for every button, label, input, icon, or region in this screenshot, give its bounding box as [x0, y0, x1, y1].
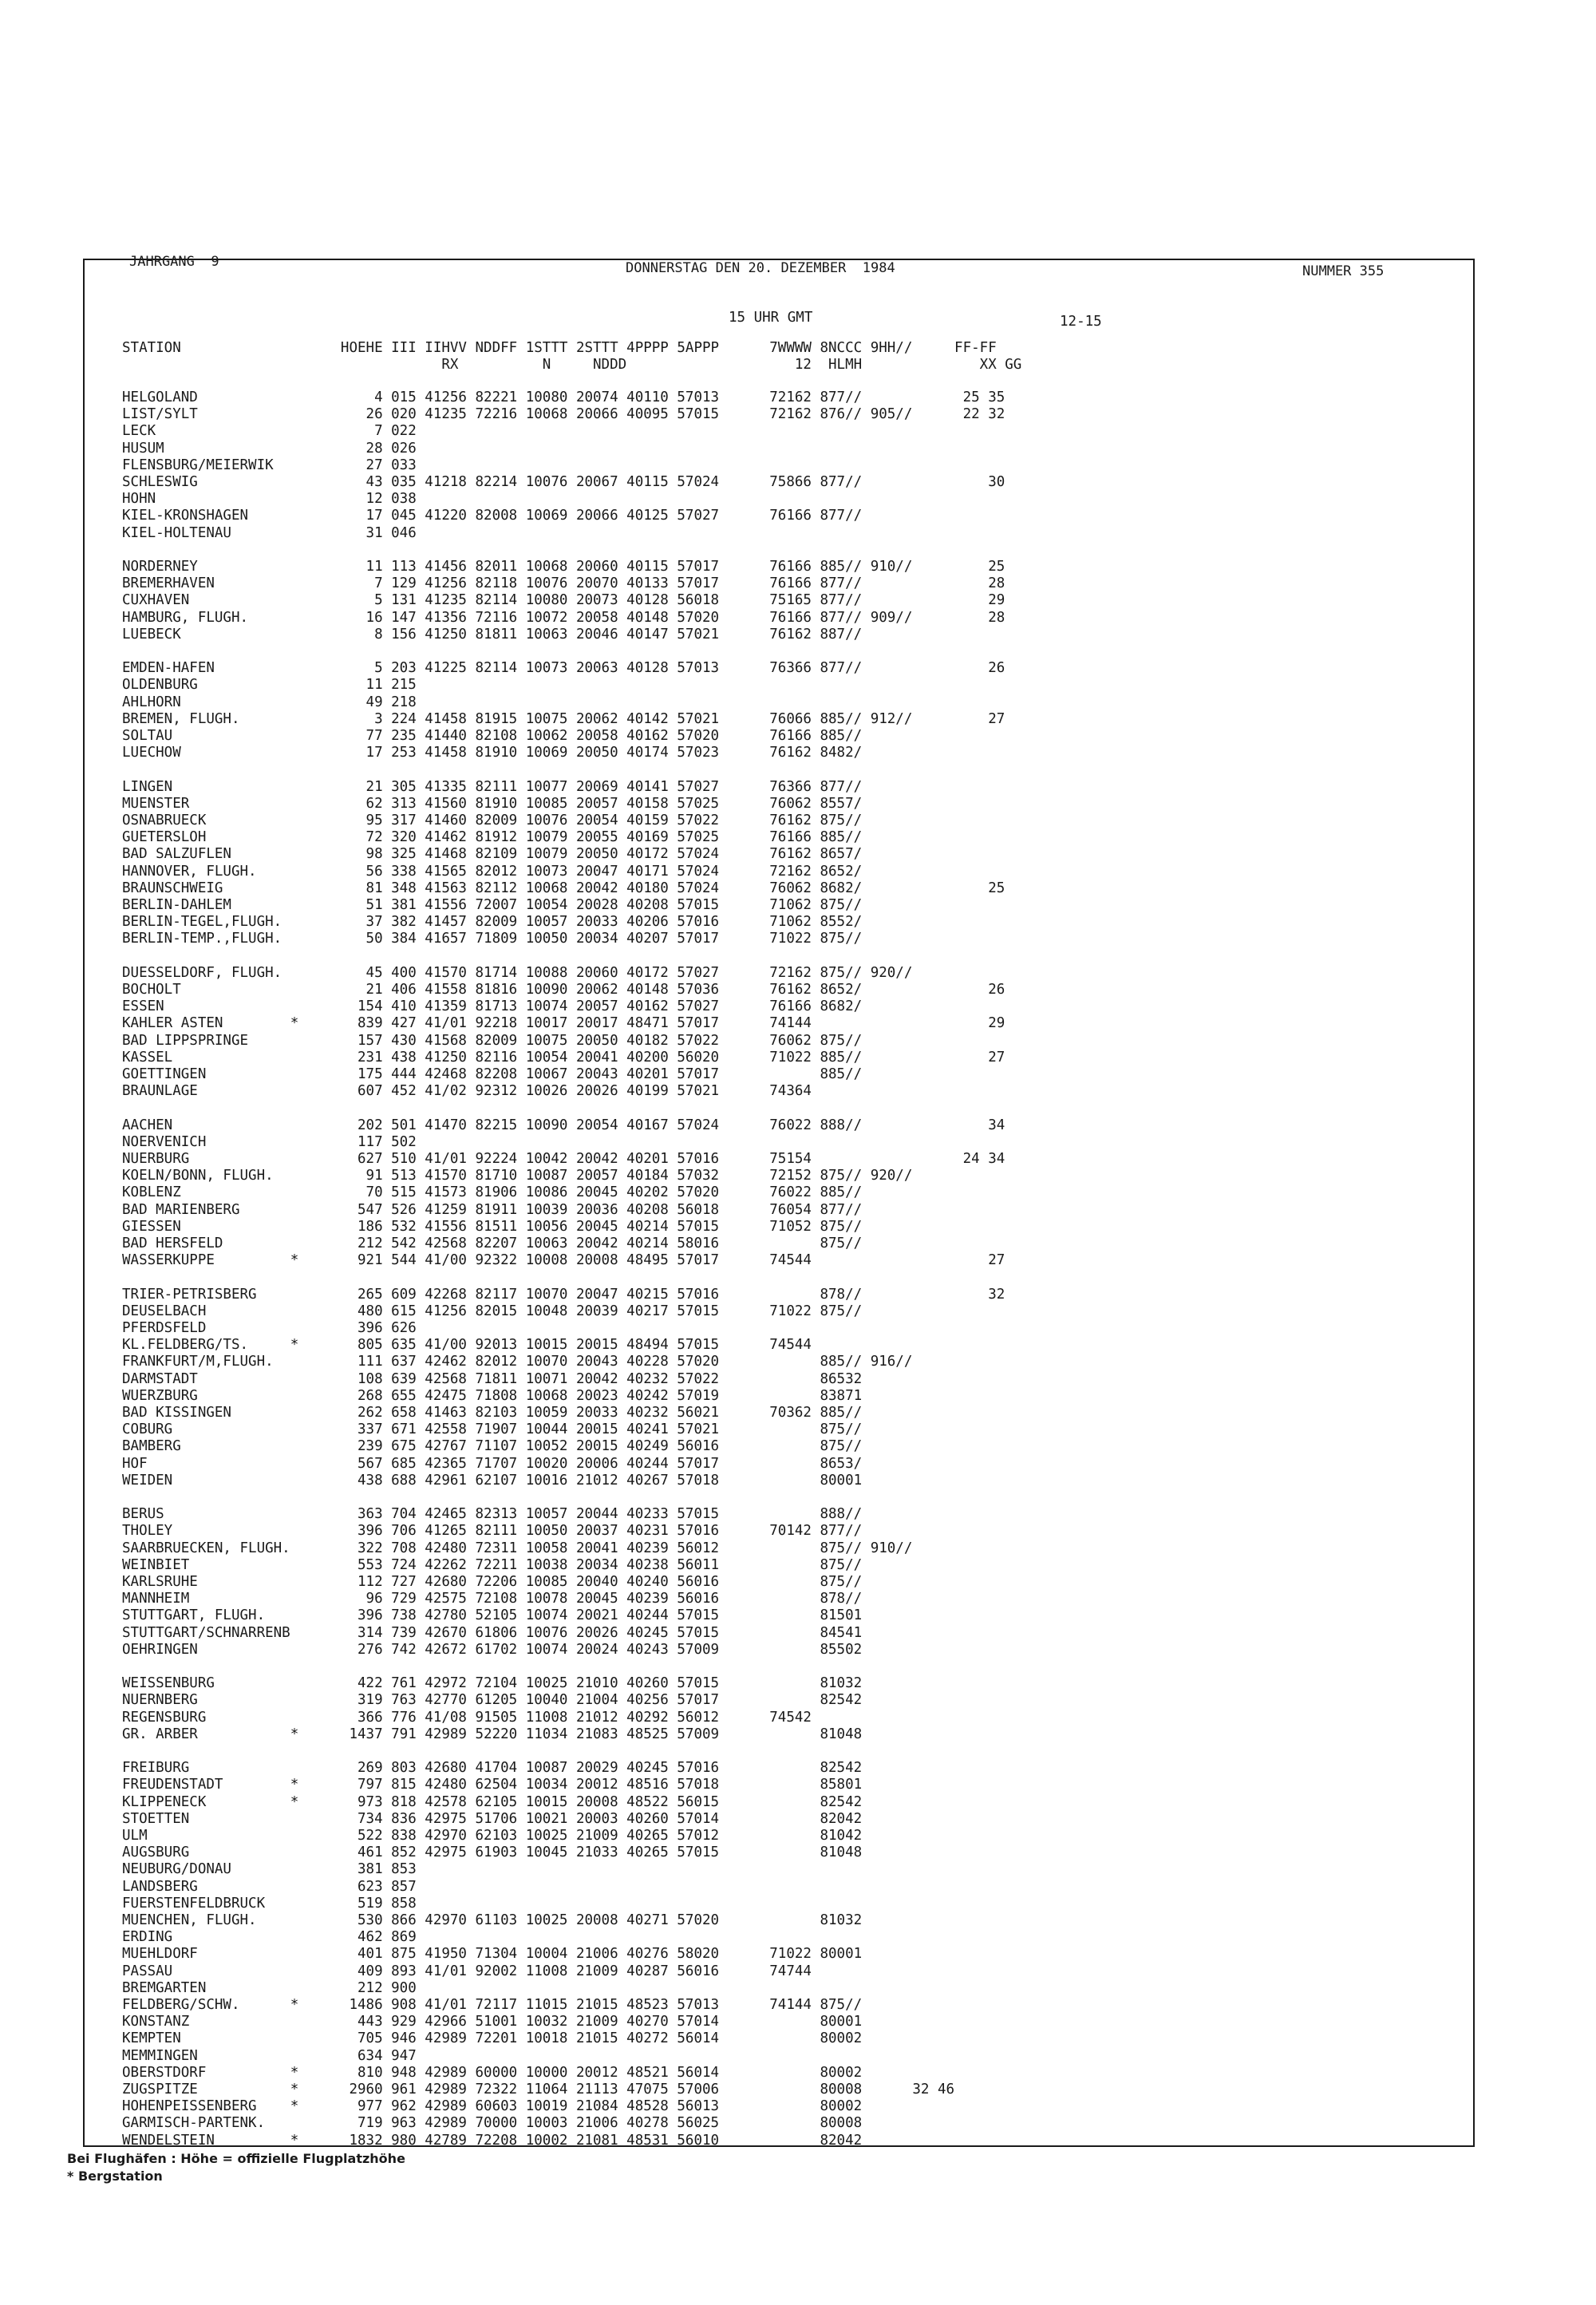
table-row: LUEBECK 8 156 41250 81811 10063 20046 40147 57021 76162 887// [122, 626, 863, 642]
table-row: GARMISCH-PARTENK. 719 963 42989 70000 10003 21006 40278 56025 80008 [122, 2115, 863, 2132]
table-row: MEMMINGEN 634 947 [122, 2047, 417, 2064]
date-label: DONNERSTAG DEN 20. DEZEMBER 1984 [626, 260, 895, 276]
table-row: FREIBURG 269 803 42680 41704 10087 20029 40245 57016 82542 [122, 1760, 863, 1777]
table-row: KARLSRUHE 112 727 42680 72206 10085 20040 40240 56016 875// [122, 1574, 863, 1590]
volume-label: JAHRGANG 9 [129, 254, 219, 270]
column-header-line-2: RX N NDDD 12 HLMH XX GG [122, 357, 1022, 373]
table-row: HAMBURG, FLUGH. 16 147 41356 72116 10072 20058 40148 57020 76166 877// 909// 28 [122, 609, 1005, 626]
table-row: BOCHOLT 21 406 41558 81816 10090 20062 40148 57036 76162 8652/ 26 [122, 982, 1005, 998]
table-row: LINGEN 21 305 41335 82111 10077 20069 40141 57027 76366 877// [122, 778, 863, 795]
table-row: NORDERNEY 11 113 41456 82011 10068 20060 40115 57017 76166 885// 910// 25 [122, 559, 1005, 575]
table-row: KONSTANZ 443 929 42966 51001 10032 21009 40270 57014 80001 [122, 2014, 863, 2030]
table-row: DARMSTADT 108 639 42568 71811 10071 20042 40232 57022 86532 [122, 1370, 863, 1387]
table-row: FUERSTENFELDBRUCK 519 858 [122, 1895, 417, 1912]
footnote-mountain-station: * Bergstation [67, 2169, 163, 2184]
table-row: WUERZBURG 268 655 42475 71808 10068 20023 40242 57019 83871 [122, 1387, 863, 1404]
table-row: HOF 567 685 42365 71707 10020 20006 40244 57017 8653/ [122, 1455, 863, 1472]
table-row: LANDSBERG 623 857 [122, 1878, 417, 1895]
table-row: BERLIN-TEGEL,FLUGH. 37 382 41457 82009 10057 20033 40206 57016 71062 8552/ [122, 914, 863, 931]
table-row: FRANKFURT/M,FLUGH. 111 637 42462 82012 10070 20043 40228 57020 885// 916// [122, 1354, 913, 1370]
table-row: AUGSBURG 461 852 42975 61903 10045 21033 40265 57015 81048 [122, 1844, 863, 1861]
table-row: OLDENBURG 11 215 [122, 677, 417, 694]
column-header-line-1: STATION HOEHE III IIHVV NDDFF 1STTT 2STTT 4PPPP 5APPP 7WWWW 8NCCC 9HH// FF-FF [122, 340, 997, 356]
table-row: REGENSBURG 366 776 41/08 91505 11008 21012 40292 56012 74542 [122, 1709, 812, 1726]
observation-time: 15 UHR GMT [729, 310, 813, 326]
table-row: EMDEN-HAFEN 5 203 41225 82114 10073 20063 40128 57013 76366 877// 26 [122, 660, 1005, 677]
table-row: NOERVENICH 117 502 [122, 1133, 417, 1150]
table-row: BRAUNLAGE 607 452 41/02 92312 10026 20026 40199 57021 74364 [122, 1083, 812, 1100]
table-row: KIEL-KRONSHAGEN 17 045 41220 82008 10069 20066 40125 57027 76166 877// [122, 508, 863, 524]
table-row: MUENCHEN, FLUGH. 530 866 42970 61103 10025 20008 40271 57020 81032 [122, 1912, 863, 1928]
table-row: BREMEN, FLUGH. 3 224 41458 81915 10075 20062 40142 57021 76066 885// 912// 27 [122, 710, 1005, 727]
table-row: GIESSEN 186 532 41556 81511 10056 20045 40214 57015 71052 875// [122, 1218, 863, 1235]
table-row: THOLEY 396 706 41265 82111 10050 20037 40231 57016 70142 877// [122, 1523, 863, 1540]
table-row: HUSUM 28 026 [122, 440, 417, 457]
table-row: KOELN/BONN, FLUGH. 91 513 41570 81710 10087 20057 40184 57032 72152 875// 920// [122, 1168, 913, 1184]
table-row: ZUGSPITZE * 2960 961 42989 72322 11064 21113 47075 57006 80008 32 46 [122, 2082, 955, 2097]
table-row: ERDING 462 869 [122, 1929, 417, 1946]
table-row: HOHENPEISSENBERG * 977 962 42989 60603 10019 21084 48528 56013 80002 [122, 2098, 863, 2115]
table-row: STUTTGART, FLUGH. 396 738 42780 52105 10074 20021 40244 57015 81501 [122, 1607, 863, 1624]
table-row: KLIPPENECK * 973 818 42578 62105 10015 20008 48522 56015 82542 [122, 1793, 863, 1810]
table-row: MANNHEIM 96 729 42575 72108 10078 20045 40239 56016 878// [122, 1591, 863, 1607]
table-row: LIST/SYLT 26 020 41235 72216 10068 20066 40095 57015 72162 876// 905// 22 32 [122, 406, 1005, 423]
table-row: HANNOVER, FLUGH. 56 338 41565 82012 10073 20047 40171 57024 72162 8652/ [122, 863, 863, 880]
table-row: BAD LIPPSPRINGE 157 430 41568 82009 10075 20050 40182 57022 76062 875// [122, 1032, 863, 1049]
table-row: SAARBRUECKEN, FLUGH. 322 708 42480 72311 10058 20041 40239 56012 875// 910// [122, 1540, 913, 1556]
table-row: STOETTEN 734 836 42975 51706 10021 20003 40260 57014 82042 [122, 1810, 863, 1827]
table-row: KASSEL 231 438 41250 82116 10054 20041 40200 56020 71022 885// 27 [122, 1049, 1005, 1066]
table-row: NUERBURG 627 510 41/01 92224 10042 20042 40201 57016 75154 24 34 [122, 1151, 1005, 1167]
table-row: BRAUNSCHWEIG 81 348 41563 82112 10068 20042 40180 57024 76062 8682/ 25 [122, 880, 1005, 896]
table-row: NUERNBERG 319 763 42770 61205 10040 21004 40256 57017 82542 [122, 1692, 863, 1709]
wind-gust-range: 12-15 [1060, 314, 1102, 330]
table-row: BERUS 363 704 42465 82313 10057 20044 40233 57015 888// [122, 1506, 863, 1523]
table-row: WEISSENBURG 422 761 42972 72104 10025 21010 40260 57015 81032 [122, 1675, 863, 1692]
table-row: BREMGARTEN 212 900 [122, 1979, 417, 1996]
table-row: SOLTAU 77 235 41440 82108 10062 20058 40162 57020 76166 885// [122, 728, 863, 744]
table-row: OEHRINGEN 276 742 42672 61702 10074 20024 40243 57009 85502 [122, 1641, 863, 1658]
table-row: LECK 7 022 [122, 423, 417, 440]
table-row: WENDELSTEIN * 1832 980 42789 72208 10002 21081 48531 56010 82042 [122, 2132, 863, 2149]
table-row: MUENSTER 62 313 41560 81910 10085 20057 40158 57025 76062 8557/ [122, 795, 863, 812]
table-row: DUESSELDORF, FLUGH. 45 400 41570 81714 10088 20060 40172 57027 72162 875// 920// [122, 964, 913, 981]
table-row: TRIER-PETRISBERG 265 609 42268 82117 10070 20047 40215 57016 878// 32 [122, 1286, 1005, 1303]
table-row: ULM 522 838 42970 62103 10025 21009 40265 57012 81042 [122, 1828, 863, 1844]
table-row: HELGOLAND 4 015 41256 82221 10080 20074 40110 57013 72162 877// 25 35 [122, 389, 1005, 405]
table-row: BAD KISSINGEN 262 658 41463 82103 10059 20033 40232 56021 70362 885// [122, 1405, 863, 1421]
table-row: KEMPTEN 705 946 42989 72201 10018 21015 40272 56014 80002 [122, 2030, 863, 2047]
table-row: KIEL-HOLTENAU 31 046 [122, 524, 417, 541]
table-row: KAHLER ASTEN * 839 427 41/01 92218 10017 20017 48471 57017 74144 29 [122, 1015, 1005, 1032]
table-row: KL.FELDBERG/TS. * 805 635 41/00 92013 10015 20015 48494 57015 74544 [122, 1337, 812, 1354]
table-row: CUXHAVEN 5 131 41235 82114 10080 20073 40128 56018 75165 877// 29 [122, 592, 1005, 609]
table-row: SCHLESWIG 43 035 41218 82214 10076 20067 40115 57024 75866 877// 30 [122, 474, 1005, 490]
table-row: BAMBERG 239 675 42767 71107 10052 20015 40249 56016 875// [122, 1438, 863, 1455]
table-row: GUETERSLOH 72 320 41462 81912 10079 20055 40169 57025 76166 885// [122, 829, 863, 846]
table-row: GOETTINGEN 175 444 42468 82208 10067 20043 40201 57017 885// [122, 1066, 863, 1082]
table-row: FLENSBURG/MEIERWIK 27 033 [122, 457, 417, 473]
table-row: BAD HERSFELD 212 542 42568 82207 10063 20042 40214 58016 875// [122, 1236, 863, 1251]
table-row: STUTTGART/SCHNARRENB 314 739 42670 61806 10076 20026 40245 57015 84541 [122, 1624, 863, 1641]
table-row: COBURG 337 671 42558 71907 10044 20015 40241 57021 875// [122, 1421, 863, 1438]
table-row: BAD MARIENBERG 547 526 41259 81911 10039 20036 40208 56018 76054 877// [122, 1201, 863, 1218]
table-row: LUECHOW 17 253 41458 81910 10069 20050 40174 57023 76162 8482/ [122, 745, 863, 761]
issue-number: NUMMER 355 [1302, 263, 1385, 279]
table-row: PFERDSFELD 396 626 [122, 1320, 417, 1336]
table-row: AHLHORN 49 218 [122, 694, 417, 710]
table-row: BERLIN-DAHLEM 51 381 41556 72007 10054 20028 40208 57015 71062 875// [122, 897, 863, 913]
table-row: FELDBERG/SCHW. * 1486 908 41/01 72117 11015 21015 48523 57013 74144 875// [122, 1997, 863, 2013]
footnote-airports: Bei Flughäfen : Höhe = offizielle Flugplatzhöhe [67, 2151, 405, 2166]
table-row: WASSERKUPPE * 921 544 41/00 92322 10008 20008 48495 57017 74544 27 [122, 1252, 1005, 1269]
table-row: ESSEN 154 410 41359 81713 10074 20057 40162 57027 76166 8682/ [122, 998, 863, 1015]
table-row: GR. ARBER * 1437 791 42989 52220 11034 21083 48525 57009 81048 [122, 1726, 863, 1742]
table-row: NEUBURG/DONAU 381 853 [122, 1861, 417, 1878]
table-row: HOHN 12 038 [122, 491, 417, 508]
table-row: BREMERHAVEN 7 129 41256 82118 10076 20070 40133 57017 76166 877// 28 [122, 575, 1005, 592]
table-row: OBERSTDORF * 810 948 42989 60000 10000 20012 48521 56014 80002 [122, 2064, 863, 2081]
table-row: AACHEN 202 501 41470 82215 10090 20054 40167 57024 76022 888// 34 [122, 1117, 1005, 1133]
table-row: WEIDEN 438 688 42961 62107 10016 21012 40267 57018 80001 [122, 1472, 863, 1489]
table-row: OSNABRUECK 95 317 41460 82009 10076 20054 40159 57022 76162 875// [122, 812, 863, 828]
table-row: PASSAU 409 893 41/01 92002 11008 21009 40287 56016 74744 [122, 1963, 812, 1979]
table-row: FREUDENSTADT * 797 815 42480 62504 10034 20012 48516 57018 85801 [122, 1777, 863, 1793]
table-row: WEINBIET 553 724 42262 72211 10038 20034 40238 56011 875// [122, 1556, 863, 1573]
table-row: BAD SALZUFLEN 98 325 41468 82109 10079 20050 40172 57024 76162 8657/ [122, 846, 863, 863]
table-row: KOBLENZ 70 515 41573 81906 10086 20045 40202 57020 76022 885// [122, 1184, 863, 1201]
table-row: DEUSELBACH 480 615 41256 82015 10048 20039 40217 57015 71022 875// [122, 1303, 863, 1319]
table-row: MUEHLDORF 401 875 41950 71304 10004 21006 40276 58020 71022 80001 [122, 1946, 863, 1963]
table-row: BERLIN-TEMP.,FLUGH. 50 384 41657 71809 10050 20034 40207 57017 71022 875// [122, 931, 863, 947]
